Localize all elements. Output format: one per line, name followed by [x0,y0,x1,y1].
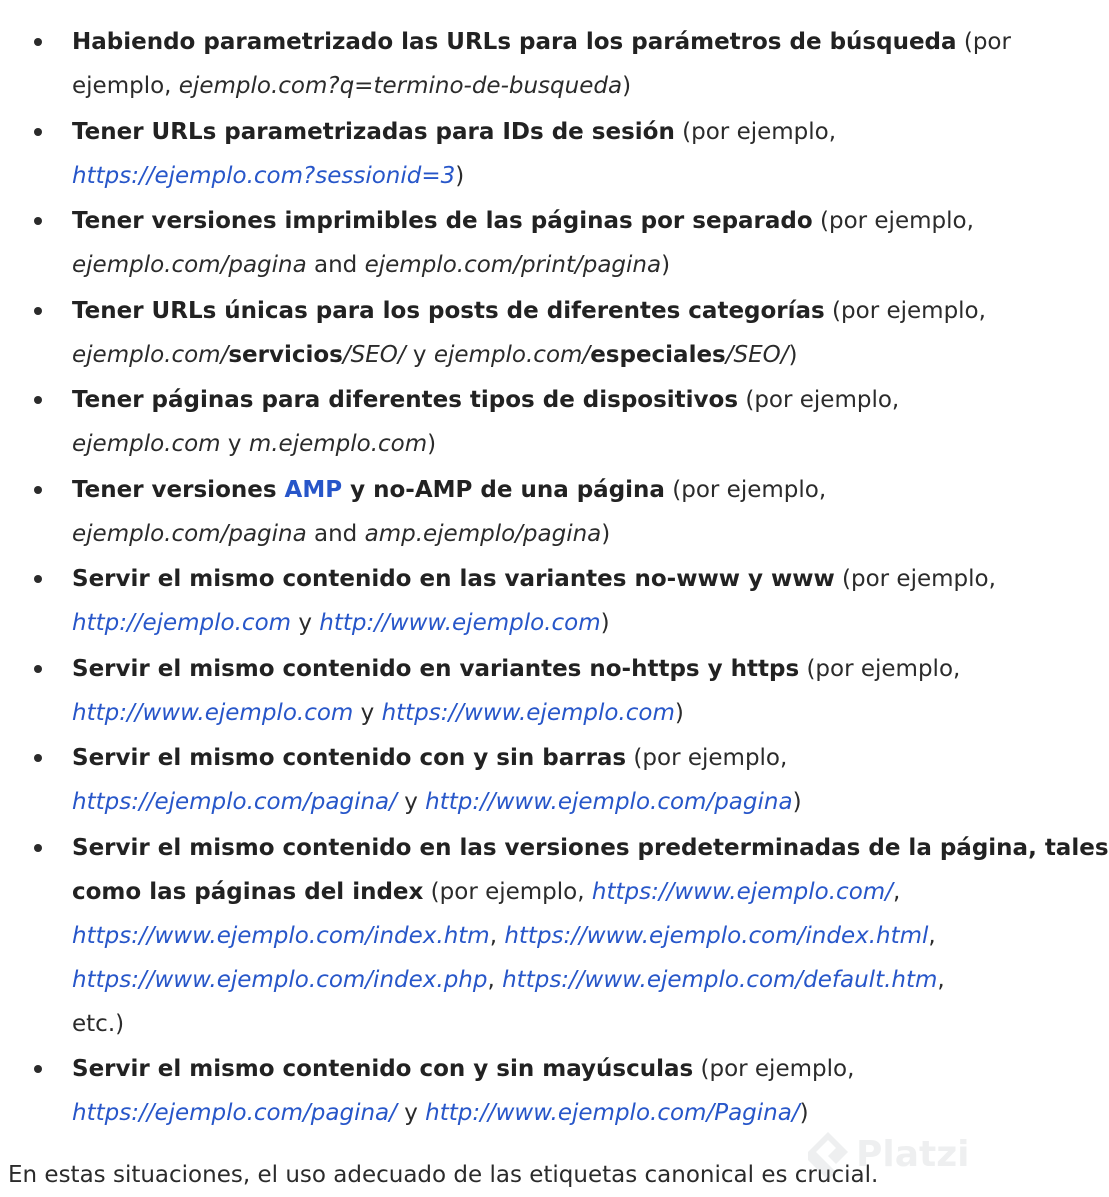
list-item: Habiendo parametrizado las URLs para los parámetros de búsqueda (por ejemplo, ejemplo.com?q=termino-de-busqueda) [72,20,1032,108]
item-title: Tener páginas para diferentes tipos de dispositivos [72,387,739,413]
bullet-icon [34,486,42,494]
example-link[interactable]: http://www.ejemplo.com/Pagina/ [425,1100,800,1126]
example-url: amp.ejemplo/pagina [364,520,602,547]
example-link[interactable]: https://www.ejemplo.com/index.php [72,966,488,993]
example-link[interactable]: https://www.ejemplo.com/default.htm [502,966,938,993]
list-item: Tener páginas para diferentes tipos de dispositivos (por ejemplo, ejemplo.com y m.ejemplo.com) [72,378,1032,466]
item-title: Servir el mismo contenido en las versiones predeterminadas de la página, tales [72,834,1109,861]
list-item: Tener URLs únicas para los posts de diferentes categorías (por ejemplo, ejemplo.com/servicios/SEO/ y ejemplo.com/especiales/SEO/) [72,289,1032,377]
list-item: Servir el mismo contenido en las versiones predeterminadas de la página, tales como las páginas del index (por ejemplo, https://www.ejemplo.com/, https://www.ejemplo.com/index.htm, https://www.ejemplo.com/index.html, https://www.ejemplo.com/index.php, https://www.ejemplo.com/default.htm, etc.) [72,826,1032,1046]
list-item: Servir el mismo contenido con y sin mayúsculas (por ejemplo, https://ejemplo.com/pagina/ y http://www.ejemplo.com/Pagina/) [72,1047,1032,1135]
example-link[interactable]: https://ejemplo.com/pagina/ [72,789,397,815]
example-link[interactable]: http://www.ejemplo.com/pagina [425,789,793,815]
list-item: Tener versiones AMP y no-AMP de una página (por ejemplo, ejemplo.com/pagina and amp.ejemplo/pagina) [72,468,1032,556]
item-title: Servir el mismo contenido en variantes no-https y https [72,655,800,682]
item-title: Tener URLs parametrizadas para IDs de sesión [72,118,675,145]
bullet-icon [34,396,42,404]
example-link[interactable]: https://www.ejemplo.com/ [591,878,893,905]
list-item: Tener URLs parametrizadas para IDs de sesión (por ejemplo, https://ejemplo.com?sessionid=3) [72,110,1032,198]
list-item: Servir el mismo contenido en variantes no-https y https (por ejemplo, http://www.ejemplo.com y https://www.ejemplo.com) [72,647,1032,735]
bullet-icon [34,844,42,852]
example-link[interactable]: https://ejemplo.com?sessionid=3 [72,162,456,189]
example-url: ejemplo.com/pagina [72,520,307,547]
example-url: ejemplo.com/print/pagina [364,252,662,278]
item-title: Servir el mismo contenido con y sin barras [72,745,627,771]
bullet-icon [34,1065,42,1073]
item-title: Habiendo parametrizado las URLs para los parámetros de búsqueda [72,29,957,55]
bullet-icon [34,38,42,46]
example-link[interactable]: https://www.ejemplo.com [381,699,675,726]
example-url: ejemplo.com?q=termino-de-busqueda [178,73,623,99]
item-title: Servir el mismo contenido en las variantes no-www y www [72,566,835,592]
bullet-icon [34,307,42,315]
item-title: Servir el mismo contenido con y sin mayúsculas [72,1056,694,1082]
bullet-icon [34,217,42,225]
bullet-icon [34,665,42,673]
example-url: ejemplo.com [72,431,221,457]
watermark-text: Platzi [856,1134,970,1175]
example-link[interactable]: http://www.ejemplo.com [72,699,354,726]
item-title: Tener URLs únicas para los posts de diferentes categorías [72,297,825,324]
list-item: Servir el mismo contenido con y sin barras (por ejemplo, https://ejemplo.com/pagina/ y http://www.ejemplo.com/pagina) [72,736,1032,824]
amp-link[interactable]: AMP [284,476,343,503]
bullet-icon [34,128,42,136]
example-link[interactable]: http://ejemplo.com [72,610,292,636]
example-url: m.ejemplo.com [248,431,428,457]
example-url: ejemplo.com/pagina [72,252,307,278]
bullet-icon [34,575,42,583]
bullet-icon [34,754,42,762]
example-link[interactable]: https://www.ejemplo.com/index.html [504,922,929,949]
list-item: Tener versiones imprimibles de las páginas por separado (por ejemplo, ejemplo.com/pagina and ejemplo.com/print/pagina) [72,199,1032,287]
duplicate-content-list [72,20,1109,1137]
closing-paragraph: En estas situaciones, el uso adecuado de las etiquetas canonical es crucial. [8,1162,879,1188]
item-title: Tener versiones imprimibles de las páginas por separado [72,208,813,234]
example-link[interactable]: http://www.ejemplo.com [319,610,601,636]
item-title-cont: como las páginas del index [72,878,424,905]
example-link[interactable]: https://ejemplo.com/pagina/ [72,1100,397,1126]
example-link[interactable]: https://www.ejemplo.com/index.htm [72,922,490,949]
list-item: Servir el mismo contenido en las variantes no-www y www (por ejemplo, http://ejemplo.com y http://www.ejemplo.com) [72,557,1032,645]
